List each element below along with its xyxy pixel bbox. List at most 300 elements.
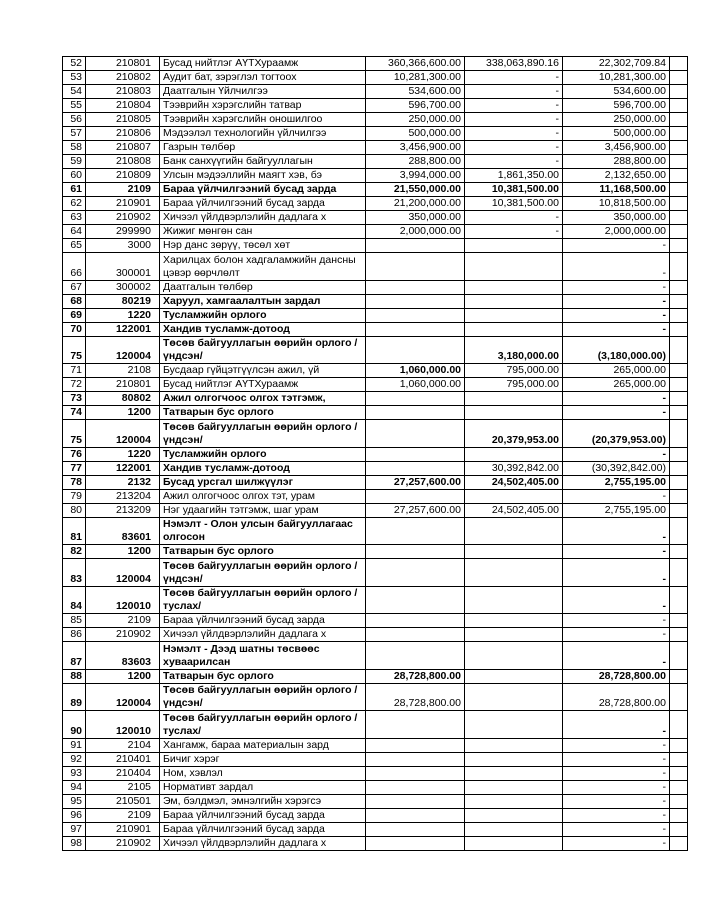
account-code-cell: 213204 xyxy=(86,489,160,503)
table-row xyxy=(63,503,688,517)
actual-amount-cell: 20,379,953.00 xyxy=(465,420,563,448)
row-number-cell: 71 xyxy=(63,364,86,378)
table-row xyxy=(63,197,688,211)
account-name-cell: Хандив тусламж-дотоод xyxy=(160,322,366,336)
budget-amount-cell: 3,456,900.00 xyxy=(366,141,465,155)
account-name-cell: Төсөв байгууллагын өөрийн орлого /туслах/ xyxy=(160,586,366,614)
account-name-cell: Даатгалын төлбөр xyxy=(160,280,366,294)
row-number-cell: 61 xyxy=(63,183,86,197)
difference-amount-cell: - xyxy=(563,752,670,766)
budget-amount-cell xyxy=(366,336,465,364)
actual-amount-cell xyxy=(465,517,563,545)
table-row xyxy=(63,322,688,336)
row-number-cell: 53 xyxy=(63,71,86,85)
budget-amount-cell: 27,257,600.00 xyxy=(366,475,465,489)
difference-amount-cell: - xyxy=(563,239,670,253)
row-number-cell: 74 xyxy=(63,406,86,420)
account-code-cell: 210901 xyxy=(86,822,160,836)
row-number-cell: 70 xyxy=(63,322,86,336)
difference-amount-cell: 3,456,900.00 xyxy=(563,141,670,155)
table-row xyxy=(63,766,688,780)
actual-amount-cell: - xyxy=(465,85,563,99)
row-number-cell: 86 xyxy=(63,628,86,642)
difference-amount-cell: 2,755,195.00 xyxy=(563,475,670,489)
budget-amount-cell xyxy=(366,794,465,808)
table-row xyxy=(63,280,688,294)
table-row xyxy=(63,794,688,808)
row-number-cell: 60 xyxy=(63,169,86,183)
table-row xyxy=(63,253,688,281)
table-row xyxy=(63,169,688,183)
budget-amount-cell xyxy=(366,461,465,475)
blank-cell xyxy=(670,780,688,794)
row-number-cell: 92 xyxy=(63,752,86,766)
account-code-cell: 120004 xyxy=(86,683,160,711)
difference-amount-cell: 265,000.00 xyxy=(563,378,670,392)
account-name-cell: Нэг удаагийн тэтгэмж, шаг урам xyxy=(160,503,366,517)
difference-amount-cell: - xyxy=(563,711,670,739)
difference-amount-cell: 534,600.00 xyxy=(563,85,670,99)
account-name-cell: Нэмэлт - Дээд шатны төсвөөс хуваарилсан xyxy=(160,642,366,670)
budget-amount-cell xyxy=(366,517,465,545)
row-number-cell: 54 xyxy=(63,85,86,99)
account-code-cell: 1200 xyxy=(86,545,160,559)
blank-cell xyxy=(670,642,688,670)
budget-amount-cell: 28,728,800.00 xyxy=(366,683,465,711)
difference-amount-cell: - xyxy=(563,586,670,614)
account-name-cell: Бараа үйлчилгээний бусад зарда xyxy=(160,197,366,211)
budget-amount-cell xyxy=(366,711,465,739)
budget-amount-cell xyxy=(366,614,465,628)
difference-amount-cell: 22,302,709.84 xyxy=(563,57,670,71)
blank-cell xyxy=(670,808,688,822)
actual-amount-cell xyxy=(465,253,563,281)
account-code-cell: 210801 xyxy=(86,378,160,392)
account-name-cell: Тээврийн хэрэгслийн оношилгоо xyxy=(160,113,366,127)
account-code-cell: 1220 xyxy=(86,308,160,322)
account-code-cell: 1200 xyxy=(86,406,160,420)
account-code-cell: 120004 xyxy=(86,336,160,364)
blank-cell xyxy=(670,197,688,211)
table-row xyxy=(63,239,688,253)
row-number-cell: 90 xyxy=(63,711,86,739)
difference-amount-cell: 28,728,800.00 xyxy=(563,669,670,683)
budget-amount-cell: 1,060,000.00 xyxy=(366,364,465,378)
actual-amount-cell xyxy=(465,780,563,794)
difference-amount-cell: - xyxy=(563,322,670,336)
budget-amount-cell xyxy=(366,322,465,336)
row-number-cell: 57 xyxy=(63,127,86,141)
account-name-cell: Төсөв байгууллагын өөрийн орлого /үндсэн/ xyxy=(160,420,366,448)
account-code-cell: 1220 xyxy=(86,447,160,461)
row-number-cell: 97 xyxy=(63,822,86,836)
blank-cell xyxy=(670,99,688,113)
account-code-cell: 120004 xyxy=(86,420,160,448)
budget-amount-cell xyxy=(366,752,465,766)
table-row xyxy=(63,447,688,461)
table-row xyxy=(63,669,688,683)
difference-amount-cell: - xyxy=(563,628,670,642)
actual-amount-cell xyxy=(465,406,563,420)
account-name-cell: Төсөв байгууллагын өөрийн орлого /туслах/ xyxy=(160,711,366,739)
budget-amount-cell: 2,000,000.00 xyxy=(366,225,465,239)
budget-amount-cell xyxy=(366,447,465,461)
blank-cell xyxy=(670,669,688,683)
actual-amount-cell xyxy=(465,280,563,294)
blank-cell xyxy=(670,392,688,406)
actual-amount-cell: - xyxy=(465,225,563,239)
budget-amount-cell xyxy=(366,545,465,559)
budget-amount-cell: 21,550,000.00 xyxy=(366,183,465,197)
actual-amount-cell: - xyxy=(465,211,563,225)
table-row xyxy=(63,683,688,711)
difference-amount-cell: 10,281,300.00 xyxy=(563,71,670,85)
actual-amount-cell xyxy=(465,628,563,642)
row-number-cell: 65 xyxy=(63,239,86,253)
account-code-cell: 210807 xyxy=(86,141,160,155)
account-name-cell: Ном, хэвлэл xyxy=(160,766,366,780)
blank-cell xyxy=(670,225,688,239)
account-code-cell: 300002 xyxy=(86,280,160,294)
blank-cell xyxy=(670,447,688,461)
difference-amount-cell: - xyxy=(563,794,670,808)
row-number-cell: 66 xyxy=(63,253,86,281)
row-number-cell: 88 xyxy=(63,669,86,683)
table-row xyxy=(63,406,688,420)
account-name-cell: Бусад нийтлэг АҮТХураамж xyxy=(160,378,366,392)
budget-amount-cell: 27,257,600.00 xyxy=(366,503,465,517)
actual-amount-cell: - xyxy=(465,155,563,169)
table-row xyxy=(63,822,688,836)
difference-amount-cell: 28,728,800.00 xyxy=(563,683,670,711)
actual-amount-cell xyxy=(465,711,563,739)
table-row xyxy=(63,738,688,752)
account-name-cell: Бусад нийтлэг АҮТХураамж xyxy=(160,57,366,71)
blank-cell xyxy=(670,545,688,559)
budget-amount-cell: 360,366,600.00 xyxy=(366,57,465,71)
account-name-cell: Тээврийн хэрэгслийн татвар xyxy=(160,99,366,113)
difference-amount-cell: - xyxy=(563,836,670,850)
row-number-cell: 62 xyxy=(63,197,86,211)
account-code-cell: 120004 xyxy=(86,559,160,587)
account-code-cell: 210902 xyxy=(86,836,160,850)
actual-amount-cell xyxy=(465,322,563,336)
blank-cell xyxy=(670,406,688,420)
account-name-cell: Бараа үйлчилгээний бусад зарда xyxy=(160,808,366,822)
table-row xyxy=(63,586,688,614)
budget-amount-cell xyxy=(366,420,465,448)
difference-amount-cell: - xyxy=(563,280,670,294)
blank-cell xyxy=(670,836,688,850)
row-number-cell: 85 xyxy=(63,614,86,628)
account-name-cell: Мэдээлэл технологийн үйлчилгээ xyxy=(160,127,366,141)
account-name-cell: Тусламжийн орлого xyxy=(160,308,366,322)
table-row xyxy=(63,420,688,448)
blank-cell xyxy=(670,113,688,127)
account-name-cell: Төсөв байгууллагын өөрийн орлого /үндсэн/ xyxy=(160,559,366,587)
account-name-cell: Бусад урсгал шилжүүлэг xyxy=(160,475,366,489)
actual-amount-cell xyxy=(465,239,563,253)
budget-amount-cell xyxy=(366,559,465,587)
difference-amount-cell: - xyxy=(563,822,670,836)
account-code-cell: 80802 xyxy=(86,392,160,406)
account-code-cell: 2109 xyxy=(86,183,160,197)
difference-amount-cell: - xyxy=(563,392,670,406)
difference-amount-cell: - xyxy=(563,766,670,780)
account-code-cell: 2105 xyxy=(86,780,160,794)
difference-amount-cell: - xyxy=(563,614,670,628)
account-name-cell: Нэр данс зөрүү, төсөл хөт xyxy=(160,239,366,253)
account-code-cell: 120010 xyxy=(86,711,160,739)
budget-amount-cell: 21,200,000.00 xyxy=(366,197,465,211)
budget-amount-cell xyxy=(366,294,465,308)
account-code-cell: 299990 xyxy=(86,225,160,239)
table-row xyxy=(63,225,688,239)
difference-amount-cell: 250,000.00 xyxy=(563,113,670,127)
difference-amount-cell: - xyxy=(563,808,670,822)
budget-amount-cell xyxy=(366,280,465,294)
table-row xyxy=(63,294,688,308)
row-number-cell: 72 xyxy=(63,378,86,392)
row-number-cell: 84 xyxy=(63,586,86,614)
table-row xyxy=(63,127,688,141)
account-code-cell: 2108 xyxy=(86,364,160,378)
blank-cell xyxy=(670,183,688,197)
row-number-cell: 96 xyxy=(63,808,86,822)
blank-cell xyxy=(670,738,688,752)
account-name-cell: Харилцах болон хадгаламжийн дансны цэвэр өөрчлөлт xyxy=(160,253,366,281)
actual-amount-cell: 1,861,350.00 xyxy=(465,169,563,183)
actual-amount-cell xyxy=(465,545,563,559)
account-name-cell: Хичээл үйлдвэрлэлийн дадлага х xyxy=(160,628,366,642)
blank-cell xyxy=(670,141,688,155)
account-code-cell: 2109 xyxy=(86,808,160,822)
account-name-cell: Газрын төлбөр xyxy=(160,141,366,155)
difference-amount-cell: 500,000.00 xyxy=(563,127,670,141)
difference-amount-cell: - xyxy=(563,738,670,752)
account-code-cell: 3000 xyxy=(86,239,160,253)
difference-amount-cell: 2,000,000.00 xyxy=(563,225,670,239)
blank-cell xyxy=(670,628,688,642)
budget-amount-cell: 10,281,300.00 xyxy=(366,71,465,85)
row-number-cell: 93 xyxy=(63,766,86,780)
blank-cell xyxy=(670,294,688,308)
table-row xyxy=(63,545,688,559)
blank-cell xyxy=(670,322,688,336)
difference-amount-cell: (20,379,953.00) xyxy=(563,420,670,448)
table-row xyxy=(63,392,688,406)
account-name-cell: Тусламжийн орлого xyxy=(160,447,366,461)
budget-amount-cell: 1,060,000.00 xyxy=(366,378,465,392)
row-number-cell: 89 xyxy=(63,683,86,711)
row-number-cell: 58 xyxy=(63,141,86,155)
difference-amount-cell: 288,800.00 xyxy=(563,155,670,169)
actual-amount-cell: - xyxy=(465,71,563,85)
difference-amount-cell: - xyxy=(563,253,670,281)
account-name-cell: Татварын бус орлого xyxy=(160,545,366,559)
blank-cell xyxy=(670,336,688,364)
row-number-cell: 68 xyxy=(63,294,86,308)
row-number-cell: 79 xyxy=(63,489,86,503)
blank-cell xyxy=(670,752,688,766)
account-code-cell: 120010 xyxy=(86,586,160,614)
difference-amount-cell: - xyxy=(563,294,670,308)
table-row xyxy=(63,780,688,794)
account-code-cell: 210404 xyxy=(86,766,160,780)
table-row xyxy=(63,475,688,489)
account-code-cell: 210802 xyxy=(86,71,160,85)
budget-amount-cell xyxy=(366,642,465,670)
table-row xyxy=(63,113,688,127)
actual-amount-cell: - xyxy=(465,127,563,141)
account-name-cell: Эм, бэлдмэл, эмнэлгийн хэрэгсэ xyxy=(160,794,366,808)
difference-amount-cell: - xyxy=(563,447,670,461)
row-number-cell: 52 xyxy=(63,57,86,71)
account-code-cell: 2109 xyxy=(86,614,160,628)
table-row xyxy=(63,378,688,392)
blank-cell xyxy=(670,169,688,183)
actual-amount-cell: 10,381,500.00 xyxy=(465,197,563,211)
actual-amount-cell: 10,381,500.00 xyxy=(465,183,563,197)
account-name-cell: Хичээл үйлдвэрлэлийн дадлага х xyxy=(160,836,366,850)
actual-amount-cell xyxy=(465,822,563,836)
budget-amount-cell: 288,800.00 xyxy=(366,155,465,169)
account-code-cell: 210804 xyxy=(86,99,160,113)
blank-cell xyxy=(670,57,688,71)
account-name-cell: Харуул, хамгаалалтын зардал xyxy=(160,294,366,308)
budget-amount-cell: 350,000.00 xyxy=(366,211,465,225)
blank-cell xyxy=(670,364,688,378)
row-number-cell: 82 xyxy=(63,545,86,559)
account-name-cell: Жижиг мөнгөн сан xyxy=(160,225,366,239)
difference-amount-cell: 265,000.00 xyxy=(563,364,670,378)
budget-amount-cell xyxy=(366,406,465,420)
difference-amount-cell: 10,818,500.00 xyxy=(563,197,670,211)
blank-cell xyxy=(670,711,688,739)
table-row xyxy=(63,99,688,113)
actual-amount-cell: 3,180,000.00 xyxy=(465,336,563,364)
account-name-cell: Бараа үйлчилгээний бусад зарда xyxy=(160,183,366,197)
table-row xyxy=(63,57,688,71)
account-name-cell: Бичиг хэрэг xyxy=(160,752,366,766)
actual-amount-cell xyxy=(465,489,563,503)
budget-amount-cell: 534,600.00 xyxy=(366,85,465,99)
table-row xyxy=(63,155,688,169)
difference-amount-cell: - xyxy=(563,545,670,559)
account-code-cell: 210803 xyxy=(86,85,160,99)
actual-amount-cell: 338,063,890.16 xyxy=(465,57,563,71)
row-number-cell: 98 xyxy=(63,836,86,850)
actual-amount-cell xyxy=(465,642,563,670)
account-code-cell: 300001 xyxy=(86,253,160,281)
blank-cell xyxy=(670,559,688,587)
account-code-cell: 210805 xyxy=(86,113,160,127)
account-name-cell: Хандив тусламж-дотоод xyxy=(160,461,366,475)
table-row xyxy=(63,308,688,322)
account-name-cell: Банк санхүүгийн байгууллагын xyxy=(160,155,366,169)
difference-amount-cell: 11,168,500.00 xyxy=(563,183,670,197)
account-name-cell: Бусдаар гүйцэтгүүлсэн ажил, үй xyxy=(160,364,366,378)
budget-amount-cell xyxy=(366,822,465,836)
budget-amount-cell xyxy=(366,738,465,752)
account-code-cell: 210902 xyxy=(86,211,160,225)
table-row xyxy=(63,489,688,503)
account-code-cell: 213209 xyxy=(86,503,160,517)
budget-amount-cell xyxy=(366,392,465,406)
blank-cell xyxy=(670,308,688,322)
row-number-cell: 83 xyxy=(63,559,86,587)
blank-cell xyxy=(670,461,688,475)
difference-amount-cell: 596,700.00 xyxy=(563,99,670,113)
actual-amount-cell: 795,000.00 xyxy=(465,378,563,392)
actual-amount-cell xyxy=(465,808,563,822)
account-name-cell: Нэмэлт - Олон улсын байгууллагаас олгосон xyxy=(160,517,366,545)
account-name-cell: Хичээл үйлдвэрлэлийн дадлага х xyxy=(160,211,366,225)
table-row xyxy=(63,183,688,197)
account-name-cell: Улсын мэдээллийн маягт хэв, бэ xyxy=(160,169,366,183)
blank-cell xyxy=(670,127,688,141)
blank-cell xyxy=(670,85,688,99)
budget-amount-cell xyxy=(366,808,465,822)
row-number-cell: 87 xyxy=(63,642,86,670)
account-code-cell: 210809 xyxy=(86,169,160,183)
account-code-cell: 210501 xyxy=(86,794,160,808)
actual-amount-cell xyxy=(465,294,563,308)
actual-amount-cell: 795,000.00 xyxy=(465,364,563,378)
actual-amount-cell: 30,392,842.00 xyxy=(465,461,563,475)
table-row xyxy=(63,614,688,628)
blank-cell xyxy=(670,586,688,614)
actual-amount-cell xyxy=(465,669,563,683)
budget-amount-cell xyxy=(366,489,465,503)
blank-cell xyxy=(670,253,688,281)
actual-amount-cell: - xyxy=(465,113,563,127)
row-number-cell: 78 xyxy=(63,475,86,489)
budget-amount-cell: 596,700.00 xyxy=(366,99,465,113)
budget-amount-cell: 500,000.00 xyxy=(366,127,465,141)
account-name-cell: Бараа үйлчилгээний бусад зарда xyxy=(160,822,366,836)
account-name-cell: Хангамж, бараа материалын зард xyxy=(160,738,366,752)
account-name-cell: Нормативт зардал xyxy=(160,780,366,794)
budget-amount-cell: 250,000.00 xyxy=(366,113,465,127)
difference-amount-cell: 2,755,195.00 xyxy=(563,503,670,517)
blank-cell xyxy=(670,475,688,489)
difference-amount-cell: 350,000.00 xyxy=(563,211,670,225)
row-number-cell: 69 xyxy=(63,308,86,322)
difference-amount-cell: - xyxy=(563,308,670,322)
blank-cell xyxy=(670,822,688,836)
row-number-cell: 80 xyxy=(63,503,86,517)
table-row xyxy=(63,517,688,545)
actual-amount-cell: 24,502,405.00 xyxy=(465,475,563,489)
table-row xyxy=(63,642,688,670)
blank-cell xyxy=(670,280,688,294)
account-name-cell: Даатгалын Үйлчилгээ xyxy=(160,85,366,99)
account-name-cell: Татварын бус орлого xyxy=(160,406,366,420)
budget-amount-cell xyxy=(366,780,465,794)
table-row xyxy=(63,461,688,475)
blank-cell xyxy=(670,503,688,517)
row-number-cell: 81 xyxy=(63,517,86,545)
account-code-cell: 122001 xyxy=(86,461,160,475)
table-row xyxy=(63,752,688,766)
budget-amount-cell xyxy=(366,628,465,642)
account-name-cell: Ажил олгогчоос олгох тэт, урам xyxy=(160,489,366,503)
difference-amount-cell: 2,132,650.00 xyxy=(563,169,670,183)
difference-amount-cell: - xyxy=(563,489,670,503)
account-code-cell: 122001 xyxy=(86,322,160,336)
table-row xyxy=(63,364,688,378)
